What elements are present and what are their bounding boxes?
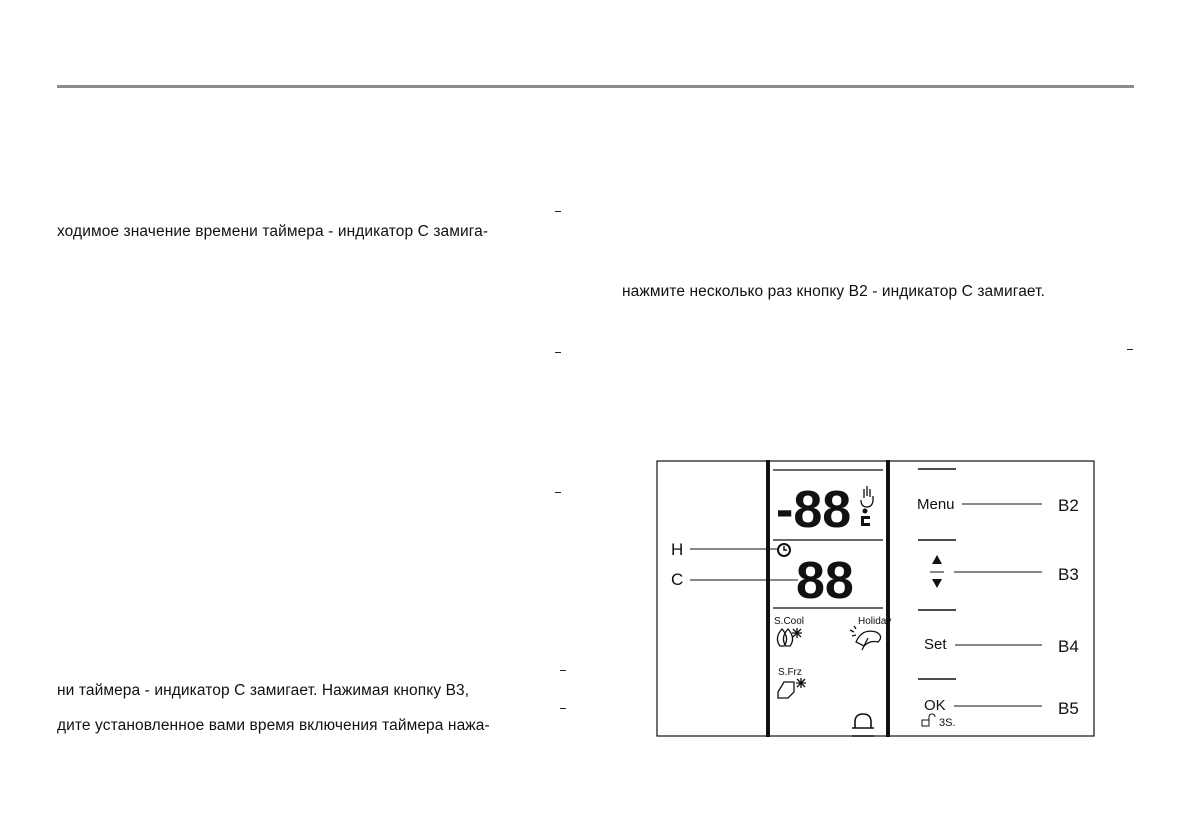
- hyphen-mark: [555, 352, 561, 353]
- hyphen-mark: [560, 670, 566, 671]
- menu-button-label: Menu: [917, 496, 955, 513]
- super-cool-label: S.Cool: [774, 616, 805, 627]
- left-text-line: ни таймера - индикатор С замигает. Нажимая кнопку В3,: [57, 682, 470, 699]
- hyphen-mark: [1127, 349, 1133, 350]
- ok-button-label: OK: [924, 697, 946, 714]
- right-text-line: нажмите несколько раз кнопку В2 - индикатор С замигает.: [622, 283, 1046, 300]
- hyphen-mark: [560, 708, 566, 709]
- super-freeze-label: S.Frz: [778, 667, 802, 678]
- left-text-line: дите установленное вами время включения таймера нажа-: [57, 717, 490, 734]
- hyphen-mark: [555, 492, 561, 493]
- set-button-id: B4: [1058, 637, 1079, 656]
- header-rule: [57, 85, 1134, 88]
- top-digits: -88: [776, 481, 852, 539]
- menu-button[interactable]: [917, 496, 955, 513]
- holiday-label: Holiday: [858, 616, 892, 627]
- ok-button-id: B5: [1058, 699, 1079, 718]
- hyphen-mark: [555, 211, 561, 212]
- arrows-button-id: B3: [1058, 565, 1079, 584]
- panel-frame: [657, 461, 1094, 736]
- left-text-line: ходимое значение времени таймера - индикатор С замига-: [57, 223, 489, 240]
- set-button-label: Set: [924, 636, 947, 653]
- callout-c-label: C: [671, 570, 684, 589]
- control-panel-diagram: [656, 460, 1096, 740]
- set-button[interactable]: [924, 636, 947, 653]
- callout-h-label: H: [671, 540, 684, 559]
- menu-button-id: B2: [1058, 496, 1079, 515]
- ok-hold-label: 3S.: [939, 717, 956, 729]
- bottom-digits: 88: [796, 552, 854, 610]
